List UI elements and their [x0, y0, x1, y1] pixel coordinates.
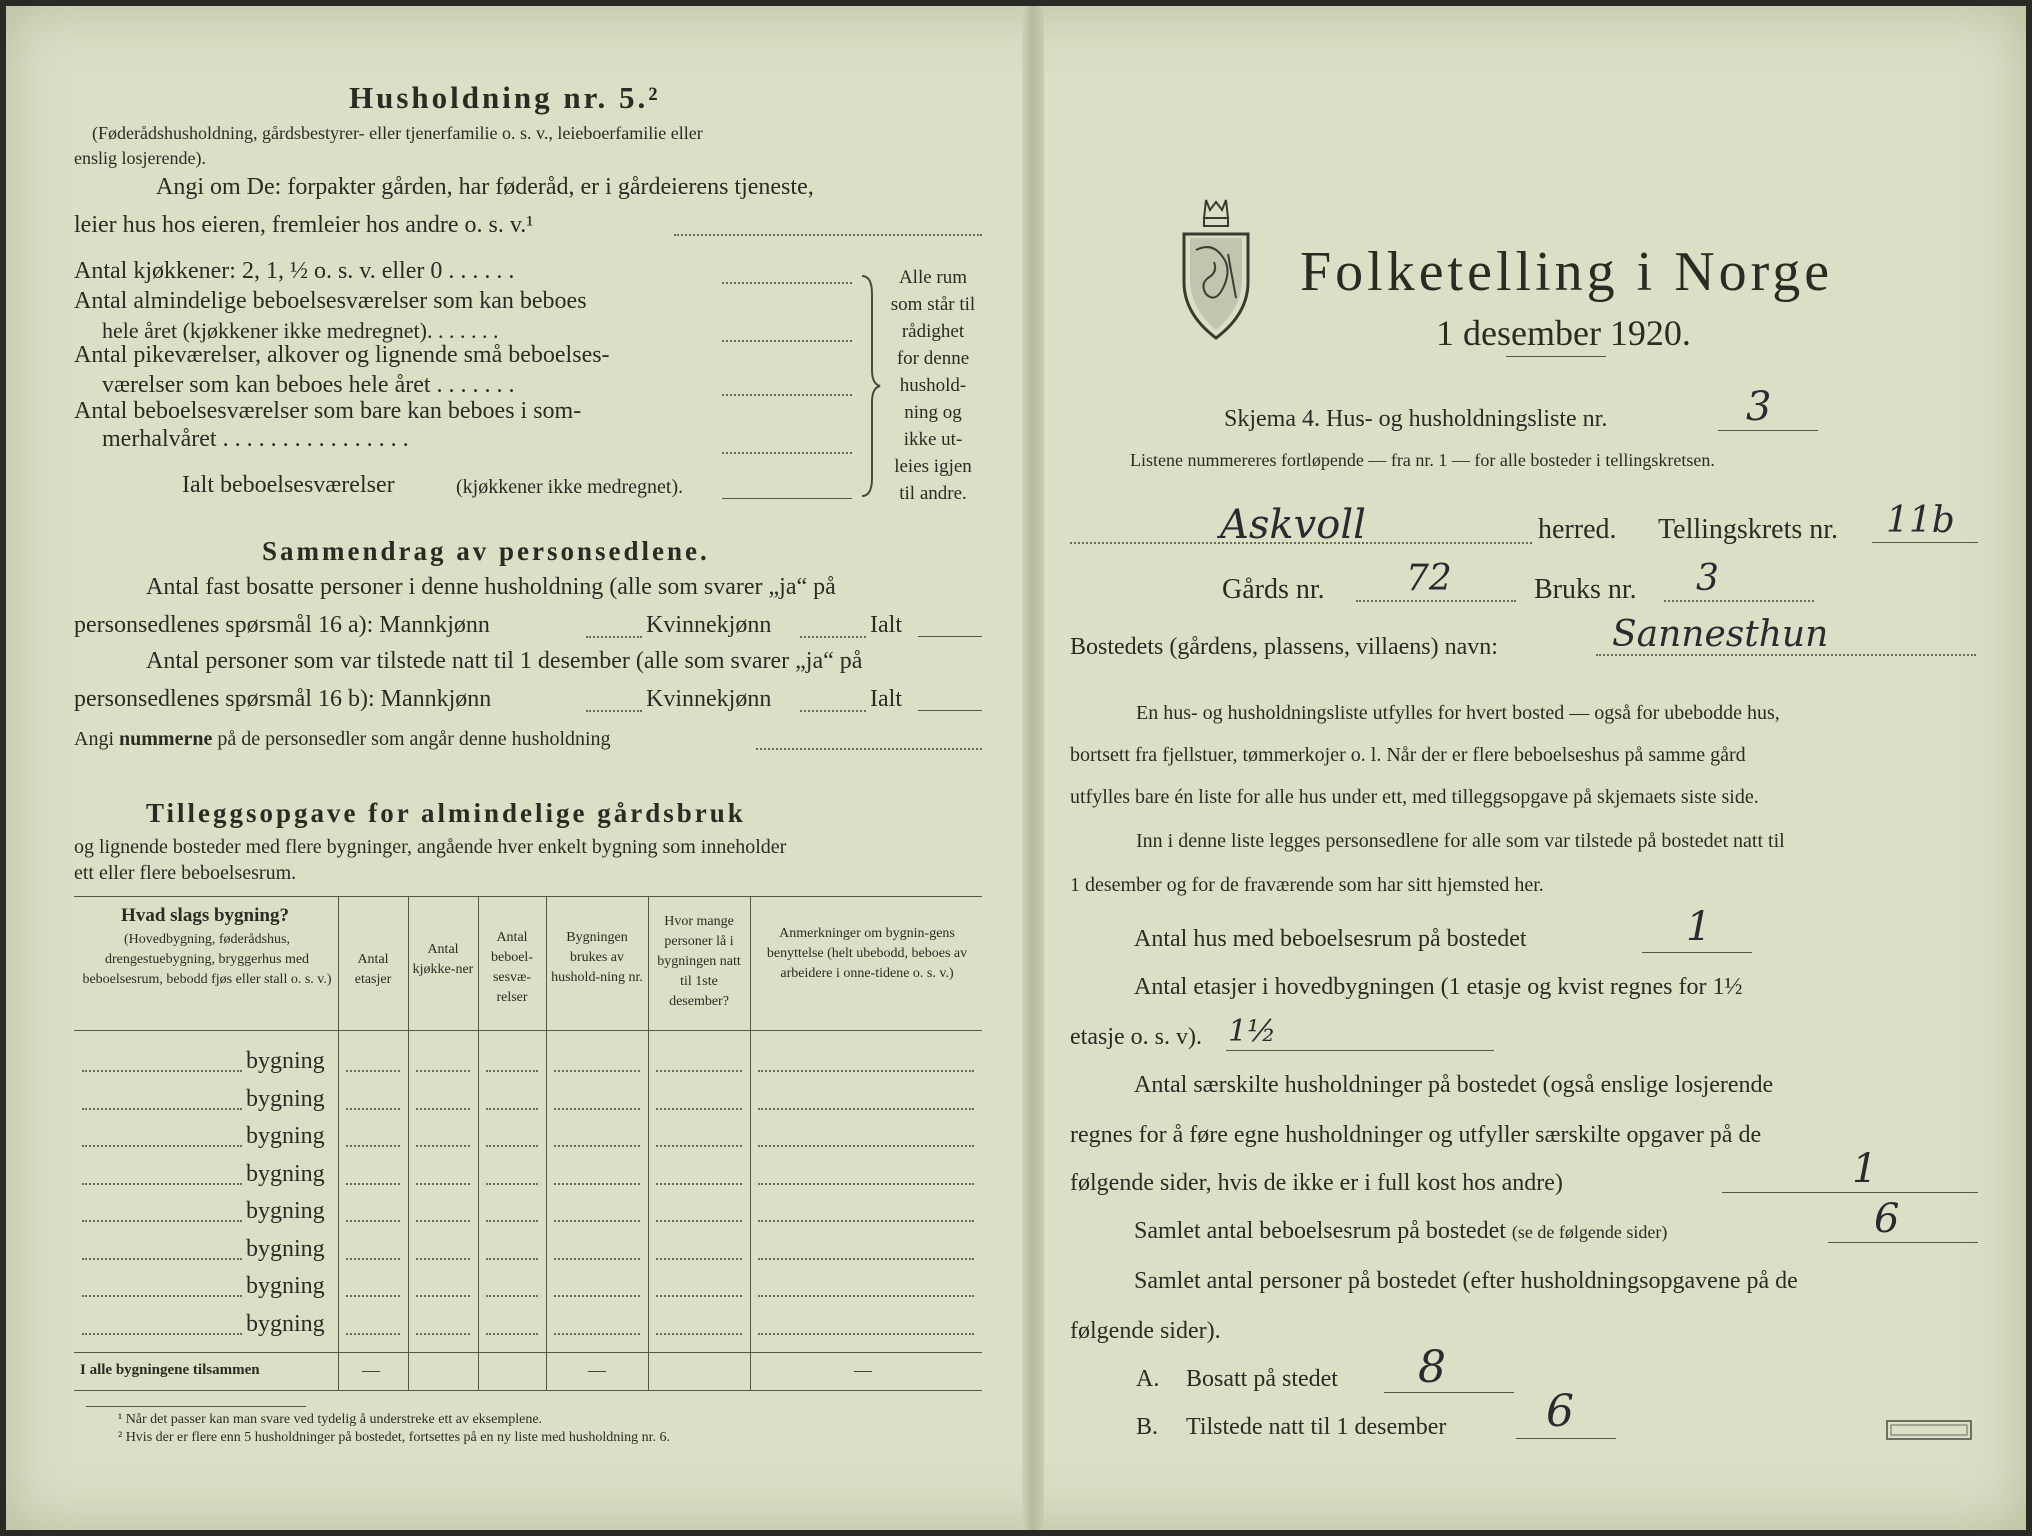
table-cell[interactable] [346, 1333, 400, 1335]
table-cell[interactable] [758, 1295, 974, 1297]
persons-line-2: følgende sider). [1070, 1318, 1221, 1344]
maid-rooms-line-1: Antal pikeværelser, alkover og lignende små beboelses- [74, 342, 610, 368]
resident-female-answer[interactable] [800, 636, 866, 638]
building-type-answer[interactable] [82, 1220, 242, 1222]
table-cell[interactable] [554, 1145, 640, 1147]
table-header-rule [74, 1030, 982, 1031]
kitchens-line: Antal kjøkkener: 2, 1, ½ o. s. v. eller 0 . . . . . . [74, 258, 515, 284]
brace-note-line: ning og [904, 402, 962, 423]
herred-value[interactable]: Askvoll [1220, 502, 1366, 548]
table-col-rule [750, 896, 751, 1390]
table-cell[interactable] [416, 1295, 470, 1297]
gards-label: Gårds nr. [1222, 574, 1325, 605]
floors-line [1226, 1050, 1494, 1051]
present-b-label: B. [1136, 1414, 1159, 1440]
table-cell[interactable] [554, 1295, 640, 1297]
form-title: Folketelling i Norge [1300, 241, 1834, 303]
table-cell[interactable] [656, 1333, 742, 1335]
bosted-line [1596, 654, 1976, 656]
table-col-rule [546, 896, 547, 1390]
present-b-line [1516, 1438, 1616, 1439]
intro-paren-1: (Føderådshusholdning, gårdsbestyrer- eller tjenerfamilie o. s. v., leieboerfamilie eller [92, 123, 703, 143]
maid-rooms-line-2: værelser som kan beboes hele året . . . . . . . [102, 372, 515, 398]
ordinary-rooms-line-1: Antal almindelige beboelsesværelser som kan beboes [74, 288, 587, 314]
numbers-line [74, 728, 611, 751]
numbers-pre: Angi [74, 728, 114, 750]
table-cell[interactable] [416, 1333, 470, 1335]
col-header-remarks: Anmerkninger om bygnin-gens benyttelse (helt ubebodd, beboes av arbeidere i onne-tidene o. s. v.) [766, 926, 968, 981]
maid-rooms-answer[interactable] [722, 394, 852, 396]
brace-note-line: for denne [896, 348, 970, 369]
households-line-2: regnes for å føre egne husholdninger og utfyller særskilte opgaver på de [1070, 1122, 1762, 1148]
table-cell[interactable] [416, 1183, 470, 1185]
table-bottom-rule [74, 1390, 982, 1391]
table-cell[interactable] [554, 1183, 640, 1185]
persons-line-1: Samlet antal personer på bostedet (efter husholdningsopgavene på de [1134, 1268, 1798, 1294]
table-cell[interactable] [486, 1295, 538, 1297]
list-number-value[interactable]: 3 [1746, 384, 1772, 430]
table-col-rule [338, 896, 339, 1390]
table-cell[interactable] [486, 1183, 538, 1185]
rooms-line [1828, 1242, 1978, 1243]
col-header-kitchens: Antal kjøkke-ner [412, 942, 474, 977]
table-cell[interactable] [416, 1070, 470, 1072]
table-cell[interactable] [416, 1220, 470, 1222]
total-row-label: I alle bygningene tilsammen [80, 1362, 260, 1378]
table-cell[interactable] [486, 1258, 538, 1260]
building-row-label: bygning [246, 1235, 325, 1262]
present-male-answer[interactable] [586, 710, 642, 712]
rooms-value[interactable]: 6 [1874, 1196, 1900, 1242]
list-number-line [1718, 430, 1818, 431]
table-cell[interactable] [758, 1258, 974, 1260]
brace-note-line: ikke ut- [903, 429, 963, 450]
houses-label: Antal hus med beboelsesrum på bostedet [1134, 926, 1527, 952]
summer-rooms-line-2: merhalvåret . . . . . . . . . . . . . . . . [102, 426, 409, 452]
houses-value[interactable]: 1 [1686, 904, 1712, 950]
tellingskrets-line [1872, 542, 1978, 543]
table-cell[interactable] [346, 1108, 400, 1110]
households-value[interactable]: 1 [1852, 1146, 1878, 1192]
printer-stamp-icon [1886, 1420, 1972, 1440]
building-row-label: bygning [246, 1048, 325, 1074]
col-header-rooms: Antal beboel-sesvæ-relser [491, 930, 533, 1005]
total-rooms-answer[interactable] [722, 498, 852, 499]
census-form-sheet [6, 6, 2026, 1530]
col-header-type: Hvad slags bygning? [121, 905, 289, 926]
floors-line-2: etasje o. s. v). [1070, 1024, 1202, 1050]
table-cell[interactable] [346, 1220, 400, 1222]
building-row-label: bygning [246, 1310, 325, 1337]
table-cell[interactable] [346, 1295, 400, 1297]
table-cell[interactable] [554, 1258, 640, 1260]
herred-label: herred. [1538, 514, 1617, 545]
kitchens-answer[interactable] [722, 282, 852, 284]
building-type-answer[interactable] [82, 1333, 242, 1335]
intro-paren-2: enslig losjerende). [74, 148, 206, 168]
total-rooms-label: Ialt beboelsesværelser [182, 472, 395, 498]
building-row-label: bygning [246, 1198, 325, 1224]
resident-male-answer[interactable] [586, 636, 642, 638]
bosted-value[interactable]: Sannesthun [1612, 614, 1829, 655]
table-cell[interactable] [346, 1070, 400, 1072]
table-cell[interactable] [346, 1145, 400, 1147]
present-female-label: Kvinnekjønn [646, 686, 772, 712]
total-dash: — [588, 1360, 606, 1380]
schema-label: Skjema 4. Hus- og husholdningsliste nr. [1224, 406, 1608, 432]
numbering-note: Listene nummereres fortløpende — fra nr. 1 — for alle bosteder i tellingskretsen. [1130, 450, 1715, 470]
brace-note-line: Alle rum [898, 267, 968, 288]
supplement-line-1: og lignende bosteder med flere bygninger, angående hver enkelt bygning som inneholder [74, 836, 787, 858]
brace-note-line: leies igjen [894, 456, 972, 477]
resident-a-label: A. [1136, 1366, 1160, 1392]
instruction-line-4: Inn i denne liste legges personsedlene for alle som var tilstede på bostedet natt til [1136, 830, 1785, 852]
table-cell[interactable] [486, 1220, 538, 1222]
table-col-rule [648, 896, 649, 1390]
supplement-line-2: ett eller flere beboelsesrum. [74, 862, 297, 884]
rooms-label-paren: (se de følgende sider) [1511, 1222, 1668, 1242]
brace-note [878, 264, 988, 507]
present-total-label: Ialt [870, 686, 902, 712]
instruction-line-2: bortsett fra fjellstuer, tømmerkojer o. l. Når der er flere beboelseshus på samme gård [1070, 744, 1746, 766]
table-top-rule [74, 896, 982, 897]
building-type-answer[interactable] [82, 1295, 242, 1297]
resident-total-answer[interactable] [918, 636, 982, 637]
building-row-label: bygning [246, 1273, 325, 1299]
angi-answer-line[interactable] [674, 234, 982, 236]
angi-line-1: Angi om De: forpakter gården, har føderåd, er i gårdeierens tjeneste, [156, 174, 814, 200]
resident-female-label: Kvinnekjønn [646, 612, 772, 638]
page-fold [1022, 6, 1044, 1530]
building-type-answer[interactable] [82, 1258, 242, 1260]
present-female-answer[interactable] [800, 710, 866, 712]
floors-value[interactable]: 1½ [1228, 1014, 1277, 1049]
resident-line-2: personsedlenes spørsmål 16 a): Mannkjønn [74, 612, 490, 638]
building-type-answer[interactable] [82, 1108, 242, 1110]
table-cell[interactable] [554, 1108, 640, 1110]
gards-line [1356, 600, 1516, 602]
brace-note-line: hushold- [899, 375, 967, 396]
table-cell[interactable] [758, 1333, 974, 1335]
table-col-rule [408, 896, 409, 1390]
table-cell[interactable] [486, 1145, 538, 1147]
total-dash: — [362, 1360, 380, 1380]
table-cell[interactable] [758, 1183, 974, 1185]
date-underline [1506, 356, 1606, 357]
present-line-2: personsedlenes spørsmål 16 b): Mannkjønn [74, 686, 492, 712]
table-cell[interactable] [656, 1258, 742, 1260]
summer-rooms-line-1: Antal beboelsesværelser som bare kan beboes i som- [74, 398, 582, 424]
numbers-bold: nummerne [119, 728, 213, 750]
census-date: 1 desember 1920. [1436, 313, 1691, 353]
bruks-label: Bruks nr. [1534, 574, 1637, 605]
households-line [1722, 1192, 1978, 1193]
table-cell[interactable] [656, 1070, 742, 1072]
table-col-rule [478, 896, 479, 1390]
table-cell[interactable] [554, 1220, 640, 1222]
tellingskrets-value[interactable]: 11b [1886, 500, 1955, 541]
table-cell[interactable] [656, 1108, 742, 1110]
resident-a-value[interactable]: 8 [1418, 1342, 1446, 1393]
table-cell[interactable] [486, 1070, 538, 1072]
ordinary-rooms-line-2: hele året (kjøkkener ikke medregnet). . . . . . . [102, 318, 499, 343]
instruction-line-1: En hus- og husholdningsliste utfylles for hvert bosted — også for ubebodde hus, [1136, 702, 1780, 724]
resident-a-text: Bosatt på stedet [1186, 1366, 1338, 1392]
households-line-1: Antal særskilte husholdninger på bostedet (også enslige losjerende [1134, 1072, 1774, 1098]
houses-line [1642, 952, 1752, 953]
supplement-heading: Tilleggsopgave for almindelige gårdsbruk [146, 798, 746, 828]
resident-line-1: Antal fast bosatte personer i denne husholdning (alle som svarer „ja“ på [146, 574, 836, 600]
table-cell[interactable] [758, 1070, 974, 1072]
table-cell[interactable] [486, 1333, 538, 1335]
present-line-1: Antal personer som var tilstede natt til 1 desember (alle som svarer „ja“ på [146, 648, 863, 674]
table-cell[interactable] [554, 1333, 640, 1335]
table-cell[interactable] [416, 1108, 470, 1110]
numbers-answer[interactable] [756, 748, 982, 750]
table-cell[interactable] [656, 1183, 742, 1185]
table-cell[interactable] [346, 1183, 400, 1185]
building-type-answer[interactable] [82, 1145, 242, 1147]
coat-of-arms-icon [1176, 194, 1256, 344]
table-total-rule [74, 1352, 982, 1353]
instruction-line-3: utfylles bare én liste for alle hus under ett, med tilleggsopgave på skjemaets siste side. [1070, 786, 1759, 808]
col-header-floors: Antal etasjer [354, 952, 392, 987]
brace-note-line: til andre. [899, 483, 967, 504]
table-cell[interactable] [554, 1070, 640, 1072]
rooms-label [1134, 1218, 1667, 1245]
building-row-label: bygning [246, 1123, 325, 1149]
gards-value[interactable]: 72 [1406, 558, 1452, 599]
bruks-value[interactable]: 3 [1696, 558, 1719, 599]
bruks-line [1664, 600, 1814, 602]
numbers-post: på de personsedler som angår denne husholdning [217, 728, 611, 750]
present-total-answer[interactable] [918, 710, 982, 711]
building-row-label: bygning [246, 1085, 325, 1112]
herred-line [1070, 542, 1532, 544]
brace-note-line: som står til [890, 294, 976, 315]
floors-line-1: Antal etasjer i hovedbygningen (1 etasje og kvist regnes for 1½ [1134, 974, 1743, 1000]
brace-note-line: rådighet [901, 321, 965, 342]
col-header-household: Bygningen brukes av hushold-ning nr. [551, 930, 643, 985]
table-cell[interactable] [656, 1295, 742, 1297]
table-cell[interactable] [416, 1145, 470, 1147]
col-header-type-note: (Hovedbygning, føderådshus, drengestuebygning, bryggerhus med beboelsesrum, bebodd fjøs eller stall o. s. v.) [82, 932, 332, 987]
households-line-3: følgende sider, hvis de ikke er i full kost hos andre) [1070, 1170, 1563, 1196]
table-cell[interactable] [656, 1145, 742, 1147]
angi-line-2: leier hus hos eieren, fremleier hos andre o. s. v.¹ [74, 212, 534, 238]
total-dash: — [854, 1360, 872, 1380]
household-heading: Husholdning nr. 5.² [349, 80, 661, 115]
present-b-text: Tilstede natt til 1 desember [1186, 1414, 1447, 1440]
col-header-persons: Hvor mange personer lå i bygningen natt til 1ste desember? [657, 914, 741, 1009]
table-cell[interactable] [346, 1258, 400, 1260]
table-cell[interactable] [758, 1145, 974, 1147]
resident-a-line [1384, 1392, 1514, 1393]
summary-heading: Sammendrag av personsedlene. [262, 536, 710, 566]
table-cell[interactable] [416, 1258, 470, 1260]
rooms-label-text: Samlet antal beboelsesrum på bostedet [1134, 1218, 1506, 1244]
table-cell[interactable] [758, 1220, 974, 1222]
resident-total-label: Ialt [870, 612, 902, 638]
building-row-label: bygning [246, 1160, 325, 1187]
tellingskrets-label: Tellingskrets nr. [1658, 514, 1839, 545]
building-type-answer[interactable] [82, 1183, 242, 1185]
ordinary-rooms-answer[interactable] [722, 340, 852, 342]
footnote-2: ² Hvis der er flere enn 5 husholdninger på bostedet, fortsettes på en ny liste med husholdning nr. 6. [118, 1430, 671, 1445]
summer-rooms-answer[interactable] [722, 452, 852, 454]
table-cell[interactable] [758, 1108, 974, 1110]
building-type-answer[interactable] [82, 1070, 242, 1072]
total-rooms-paren: (kjøkkener ikke medregnet). [456, 476, 684, 498]
bosted-label: Bostedets (gårdens, plassens, villaens) navn: [1070, 634, 1498, 660]
footnote-1: ¹ Når det passer kan man svare ved tydelig å understreke ett av eksemplene. [118, 1412, 543, 1427]
table-cell[interactable] [486, 1108, 538, 1110]
table-cell[interactable] [656, 1220, 742, 1222]
footnote-rule [86, 1406, 306, 1407]
present-b-value[interactable]: 6 [1546, 1386, 1574, 1437]
instruction-line-5: 1 desember og for de fraværende som har sitt hjemsted her. [1070, 874, 1544, 896]
